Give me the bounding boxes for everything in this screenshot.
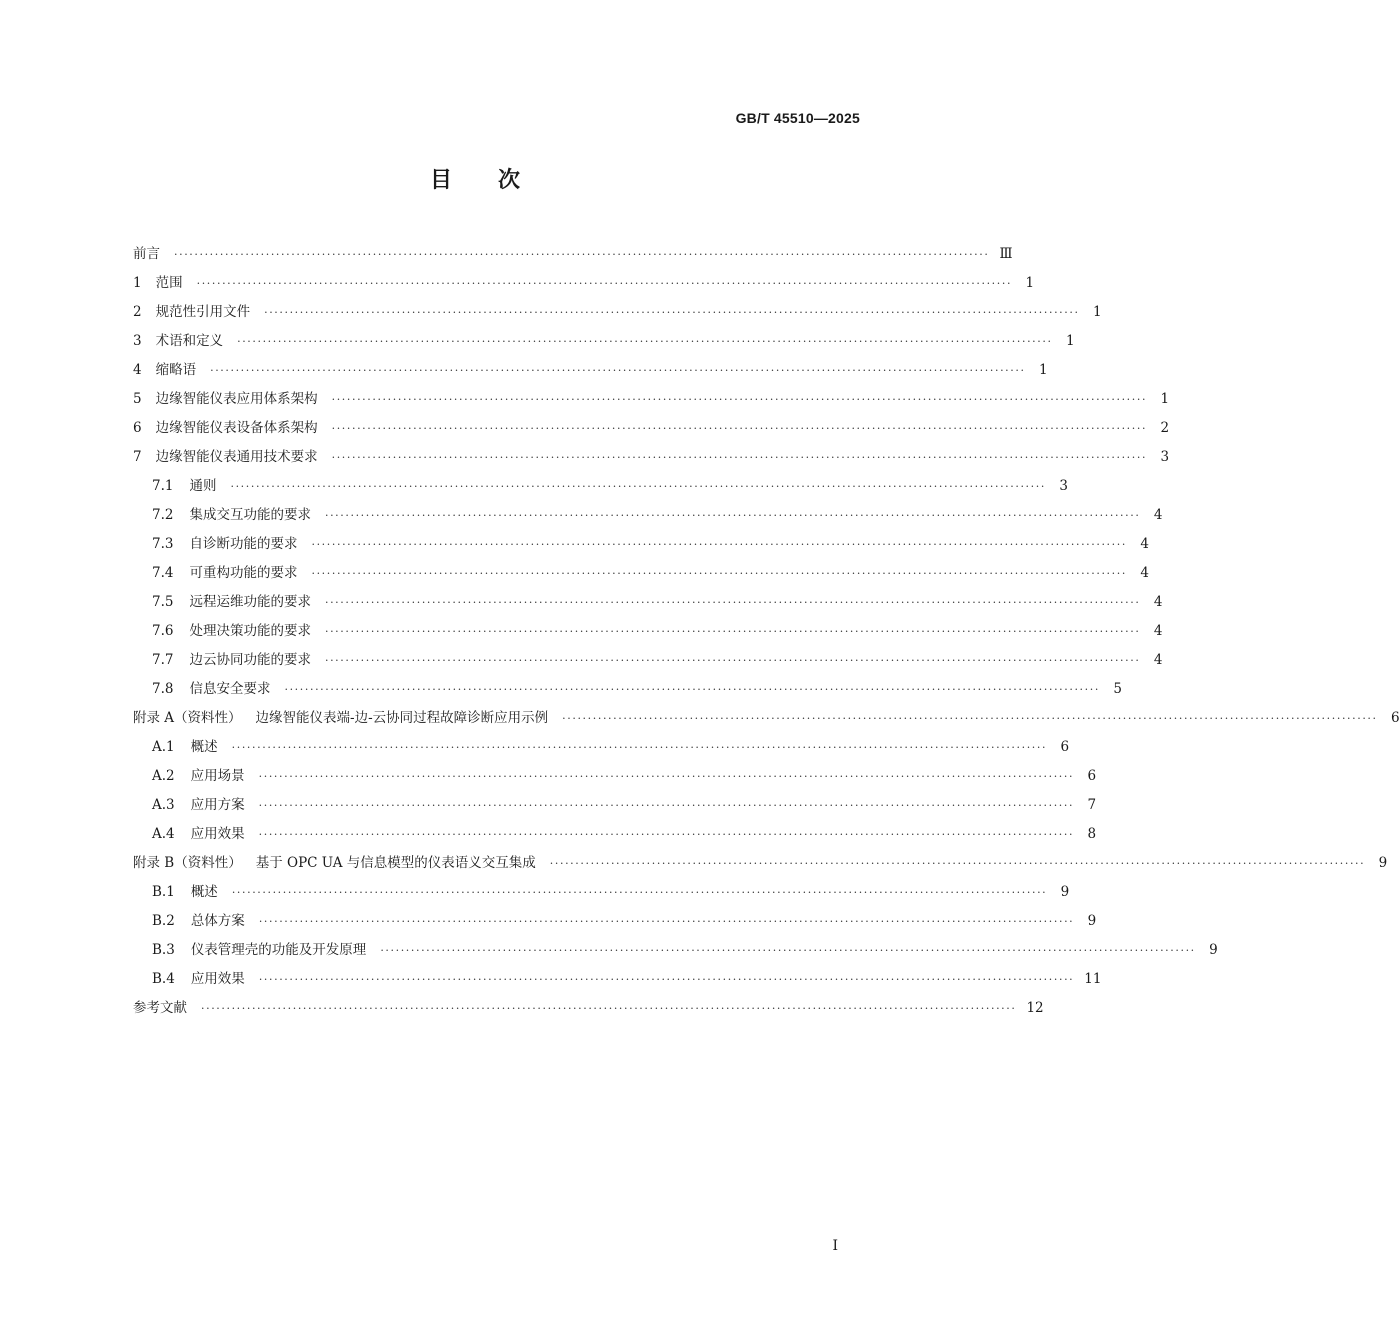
toc-entry-page: 11 — [1084, 971, 1102, 987]
toc-entry-number: 7.5 — [152, 594, 174, 610]
toc-entry-number: 7.2 — [152, 507, 174, 523]
toc-entry-number: B.4 — [152, 971, 175, 987]
toc-entry-page: 1 — [1092, 304, 1102, 320]
toc-entry[interactable] — [133, 849, 1388, 878]
toc-entry-label: 应用效果 — [190, 826, 245, 842]
toc-entry[interactable] — [133, 820, 1097, 849]
toc-entry[interactable] — [133, 472, 1068, 501]
toc-entry-label: 范围 — [155, 275, 183, 291]
toc-entry-label: 信息安全要求 — [189, 681, 271, 697]
toc-entry[interactable] — [133, 762, 1097, 791]
toc-entry-label: 应用效果 — [190, 971, 245, 987]
toc-entry-page: 8 — [1087, 826, 1097, 842]
toc-entry[interactable] — [133, 356, 1048, 385]
toc-entry-label: 缩略语 — [155, 362, 197, 378]
toc-entry[interactable] — [133, 559, 1149, 588]
toc-entry-page: 7 — [1087, 797, 1097, 813]
toc-entry-page: 4 — [1140, 565, 1149, 581]
toc-dot-leader: ································································································································································ — [324, 596, 1141, 609]
toc-entry-label: 概述 — [190, 884, 218, 900]
toc-entry-label: 总体方案 — [190, 913, 245, 929]
toc-dot-leader: ································································································································································ — [230, 480, 1046, 493]
toc-entry-label: 处理决策功能的要求 — [189, 623, 311, 639]
toc-entry[interactable] — [133, 298, 1102, 327]
toc-entry-page: 6 — [1060, 739, 1070, 755]
toc-entry-page: 1 — [1025, 275, 1035, 291]
toc-dot-leader: ································································································································································ — [331, 422, 1148, 435]
toc-entry[interactable] — [133, 936, 1218, 965]
toc-entry-number: 3 — [133, 333, 142, 349]
toc-entry[interactable] — [133, 240, 1013, 269]
toc-entry-number: 5 — [133, 391, 142, 407]
table-of-contents — [133, 240, 1400, 1023]
toc-entry-label: 自诊断功能的要求 — [189, 536, 298, 552]
toc-dot-leader: ································································································································································ — [231, 886, 1048, 899]
page-title: 目次 — [429, 168, 566, 193]
toc-entry-number: 7.6 — [152, 623, 174, 639]
toc-entry-label: 可重构功能的要求 — [189, 565, 298, 581]
toc-entry-number: B.1 — [152, 884, 175, 900]
toc-entry-number: A.3 — [152, 797, 175, 813]
toc-entry-page: 9 — [1378, 855, 1388, 871]
toc-entry[interactable] — [133, 385, 1170, 414]
toc-entry-page: 5 — [1113, 681, 1122, 697]
toc-entry-number: 7.4 — [152, 565, 174, 581]
toc-entry-label: 远程运维功能的要求 — [189, 594, 311, 610]
toc-entry-page: 2 — [1160, 420, 1170, 436]
toc-entry[interactable] — [133, 791, 1097, 820]
toc-dot-leader: ································································································································································ — [231, 741, 1048, 754]
toc-entry-label: 仪表管理壳的功能及开发原理 — [190, 942, 367, 958]
toc-entry-number: 6 — [133, 420, 142, 436]
toc-entry-number: B.2 — [152, 913, 175, 929]
toc-entry[interactable] — [133, 704, 1400, 733]
toc-dot-leader: ································································································································································ — [324, 654, 1141, 667]
toc-entry[interactable] — [133, 327, 1075, 356]
toc-entry-number: 7.8 — [152, 681, 174, 697]
toc-entry-number: 4 — [133, 362, 142, 378]
toc-entry-number: 7.1 — [152, 478, 174, 494]
toc-dot-leader: ································································································································································ — [258, 799, 1075, 812]
toc-entry-page: 4 — [1153, 623, 1163, 639]
toc-dot-leader: ································································································································································ — [324, 625, 1141, 638]
toc-entry[interactable] — [133, 501, 1163, 530]
toc-entry-number: 附录 A（资料性） — [133, 710, 242, 726]
toc-dot-leader: ································································································································································ — [258, 973, 1075, 986]
toc-entry-number: 2 — [133, 304, 142, 320]
toc-entry-label: 集成交互功能的要求 — [189, 507, 311, 523]
toc-dot-leader: ································································································································································ — [258, 828, 1075, 841]
toc-entry-page: Ⅲ — [999, 246, 1013, 262]
toc-dot-leader: ································································································································································ — [258, 770, 1075, 783]
toc-entry-page: 1 — [1160, 391, 1170, 407]
toc-entry-number: 7 — [133, 449, 142, 465]
toc-entry-label: 边缘智能仪表端-边-云协同过程故障诊断应用示例 — [255, 710, 549, 726]
toc-entry[interactable] — [133, 269, 1035, 298]
toc-dot-leader: ································································································································································ — [174, 248, 990, 261]
toc-entry[interactable] — [133, 675, 1122, 704]
toc-entry-label: 通则 — [189, 478, 217, 494]
toc-entry-number: 1 — [133, 275, 142, 291]
toc-entry-label: 边缘智能仪表设备体系架构 — [155, 420, 318, 436]
toc-dot-leader: ································································································································································ — [210, 364, 1026, 377]
toc-entry-page: 1 — [1038, 362, 1048, 378]
toc-entry-label: 参考文献 — [133, 1000, 187, 1016]
toc-entry-page: 4 — [1153, 507, 1163, 523]
toc-entry[interactable] — [133, 414, 1170, 443]
toc-entry[interactable] — [133, 878, 1070, 907]
toc-entry-label: 边缘智能仪表通用技术要求 — [155, 449, 318, 465]
toc-dot-leader: ································································································································································ — [331, 451, 1148, 464]
page-number: Ⅰ — [832, 1238, 838, 1254]
toc-entry-number: 附录 B（资料性） — [133, 855, 242, 871]
toc-entry-number: A.2 — [152, 768, 175, 784]
toc-entry[interactable] — [133, 907, 1097, 936]
toc-dot-leader: ································································································································································ — [380, 944, 1196, 957]
toc-entry-label: 规范性引用文件 — [155, 304, 251, 320]
toc-entry-label: 应用场景 — [190, 768, 245, 784]
toc-entry-label: 前言 — [133, 246, 160, 262]
toc-dot-leader: ································································································································································ — [324, 509, 1141, 522]
toc-entry-page: 4 — [1153, 594, 1163, 610]
toc-dot-leader: ································································································································································ — [201, 1002, 1017, 1015]
toc-entry[interactable] — [133, 530, 1149, 559]
standard-code: GB/T 45510—2025 — [735, 110, 860, 126]
toc-entry-page: 4 — [1153, 652, 1163, 668]
toc-entry-label: 边云协同功能的要求 — [189, 652, 311, 668]
toc-entry-page: 9 — [1087, 913, 1097, 929]
toc-entry-page: 1 — [1065, 333, 1075, 349]
toc-entry-page: 9 — [1209, 942, 1218, 958]
toc-entry-number: 7.7 — [152, 652, 174, 668]
toc-entry[interactable] — [133, 965, 1102, 994]
toc-entry-number: B.3 — [152, 942, 175, 958]
toc-dot-leader: ································································································································································ — [331, 393, 1148, 406]
toc-entry[interactable] — [133, 617, 1163, 646]
toc-entry-page: 6 — [1391, 710, 1400, 726]
toc-entry[interactable] — [133, 733, 1070, 762]
toc-entry-page: 3 — [1059, 478, 1068, 494]
toc-entry-label: 应用方案 — [190, 797, 245, 813]
toc-entry-label: 术语和定义 — [155, 333, 224, 349]
toc-entry-page: 9 — [1060, 884, 1070, 900]
toc-dot-leader: ································································································································································ — [562, 712, 1378, 725]
toc-entry[interactable] — [133, 443, 1170, 472]
toc-entry-label: 基于 OPC UA 与信息模型的仪表语义交互集成 — [255, 855, 536, 871]
toc-entry-page: 12 — [1026, 1000, 1044, 1016]
toc-entry[interactable] — [133, 588, 1163, 617]
toc-entry-page: 6 — [1087, 768, 1097, 784]
toc-entry-page: 3 — [1160, 449, 1170, 465]
toc-entry-label: 边缘智能仪表应用体系架构 — [155, 391, 318, 407]
toc-entry-number: A.1 — [152, 739, 175, 755]
toc-entry-number: 7.3 — [152, 536, 174, 552]
toc-dot-leader: ································································································································································ — [196, 277, 1013, 290]
toc-entry-label: 概述 — [190, 739, 218, 755]
toc-entry[interactable] — [133, 646, 1163, 675]
toc-dot-leader: ································································································································································ — [264, 306, 1080, 319]
toc-entry-number: A.4 — [152, 826, 175, 842]
toc-dot-leader: ································································································································································ — [284, 683, 1100, 696]
toc-entry[interactable] — [133, 994, 1044, 1023]
toc-entry-page: 4 — [1140, 536, 1149, 552]
toc-dot-leader: ································································································································································ — [311, 567, 1127, 580]
toc-dot-leader: ································································································································································ — [258, 915, 1075, 928]
toc-dot-leader: ································································································································································ — [237, 335, 1053, 348]
toc-dot-leader: ································································································································································ — [549, 857, 1366, 870]
toc-dot-leader: ································································································································································ — [311, 538, 1127, 551]
